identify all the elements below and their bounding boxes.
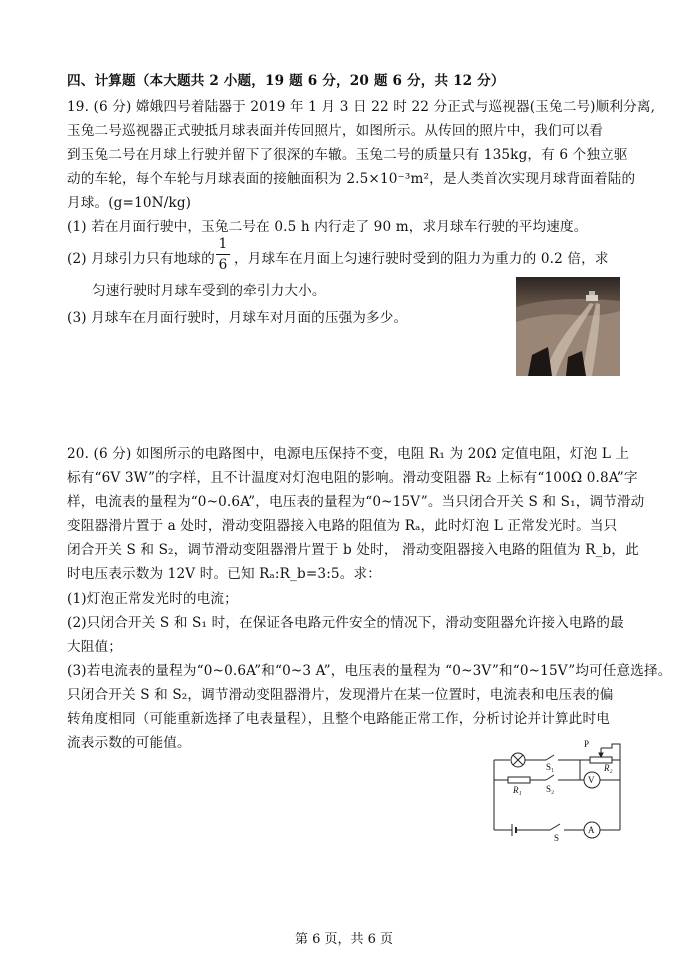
q20-line: 标有“6V 3W”的字样，且不计温度对灯泡电阻的影响。滑动变阻器 R₂ 上标有“100Ω 0.8A”字 [67, 470, 638, 486]
label-r2: R₂ [604, 763, 613, 773]
q20-line: 闭合开关 S 和 S₂，调节滑动变阻器滑片置于 b 处时， 滑动变阻器接入电路的阻值为 R_b，此 [67, 542, 639, 558]
q20-sub2: (2)只闭合开关 S 和 S₁ 时，在保证各电路元件安全的情况下，滑动变阻器允许接入电路的最 [67, 615, 624, 631]
fraction-numerator: 1 [218, 236, 228, 252]
label-p: P [584, 739, 590, 749]
q19-sub2-cont: 匀速行驶时月球车受到的牵引力大小。 [92, 283, 326, 299]
switch-s1-icon [546, 755, 554, 760]
label-s1: S₁ [546, 762, 555, 772]
q20-sub1: (1)灯泡正常发光时的电流； [67, 591, 238, 607]
switch-s2-icon [546, 775, 554, 780]
label-v: V [588, 775, 595, 785]
q19-line: 月球。(g=10N/kg) [67, 195, 192, 211]
page-footer: 第 6 页，共 6 页 [294, 932, 394, 947]
q20-sub2-cont: 大阻值； [67, 639, 122, 655]
q19-sub1: (1) 若在月面行驶中，玉兔二号在 0.5 h 内行走了 90 m，求月球车行驶的平均速度。 [67, 219, 588, 235]
q19-line: 到玉兔二号在月球上行驶并留下了很深的车辙。玉兔二号的质量只有 135kg，有 6 个独立驱 [67, 147, 628, 163]
q19-sub2-end: ，月球车在月面上匀速行驶时受到的阻力为重力的 0.2 倍，求 [234, 251, 609, 267]
label-r1: R₁ [513, 785, 522, 795]
fraction-bar [216, 254, 230, 255]
q20-line: 时电压表示数为 12V 时。已知 Rₐ:R_b=3:5。求： [67, 566, 381, 582]
fraction-one-sixth [216, 236, 230, 273]
q20-line: 20. (6 分) 如图所示的电路图中，电源电压保持不变，电阻 R₁ 为 20Ω 定值电阻，灯泡 L 上 [67, 446, 630, 462]
q20-line: 样，电流表的量程为“0~0.6A”，电压表的量程为“0~15V”。当只闭合开关 S 和 S₁，调节滑动 [67, 494, 645, 510]
q19-sub3: (3) 月球车在月面行驶时，月球车对月面的压强为多少。 [67, 310, 408, 326]
q20-sub3-cont: 转角度相同（可能重新选择了电表量程），且整个电路能正常工作，分析讨论并计算此时电 [67, 711, 610, 727]
q20-sub3-cont: 流表示数的可能值。 [67, 735, 191, 751]
lunar-rover-photo [516, 277, 620, 376]
label-s2: S₂ [546, 784, 555, 794]
q19-sub2-start: (2) 月球引力只有地球的 [67, 251, 215, 267]
q20-sub3: (3)若电流表的量程为“0~0.6A”和“0~3 A”，电压表的量程为 “0~3V”和“0~15V”均可任意选择。 [67, 663, 672, 679]
fraction-denominator: 6 [218, 257, 228, 273]
switch-s-icon [550, 824, 560, 830]
q19-line: 19. (6 分) 嫦娥四号着陆器于 2019 年 1 月 3 日 22 时 22 分正式与巡视器(玉兔二号)顺利分离, [67, 99, 656, 115]
circuit-diagram [488, 738, 628, 848]
label-s: S [554, 833, 560, 843]
q20-sub3-cont: 只闭合开关 S 和 S₂，调节滑动变阻器滑片，发现滑片在某一位置时，电流表和电压表的偏 [67, 687, 614, 703]
label-a: A [588, 825, 595, 835]
q19-line: 动的车轮，每个车轮与月球表面的接触面积为 2.5×10⁻³m²，是人类首次实现月球背面着陆的 [67, 171, 636, 187]
q19-line: 玉兔二号巡视器正式驶抵月球表面并传回照片，如图所示。从传回的照片中，我们可以看 [67, 123, 604, 139]
lamp-icon [511, 753, 525, 767]
resistor-r1-icon [508, 777, 530, 783]
q20-line: 变阻器滑片置于 a 处时，滑动变阻器接入电路的阻值为 Rₐ，此时灯泡 L 正常发光时。当只 [67, 518, 618, 534]
section-title: 四、计算题（本大题共 2 小题，19 题 6 分，20 题 6 分，共 12 分） [67, 73, 505, 89]
